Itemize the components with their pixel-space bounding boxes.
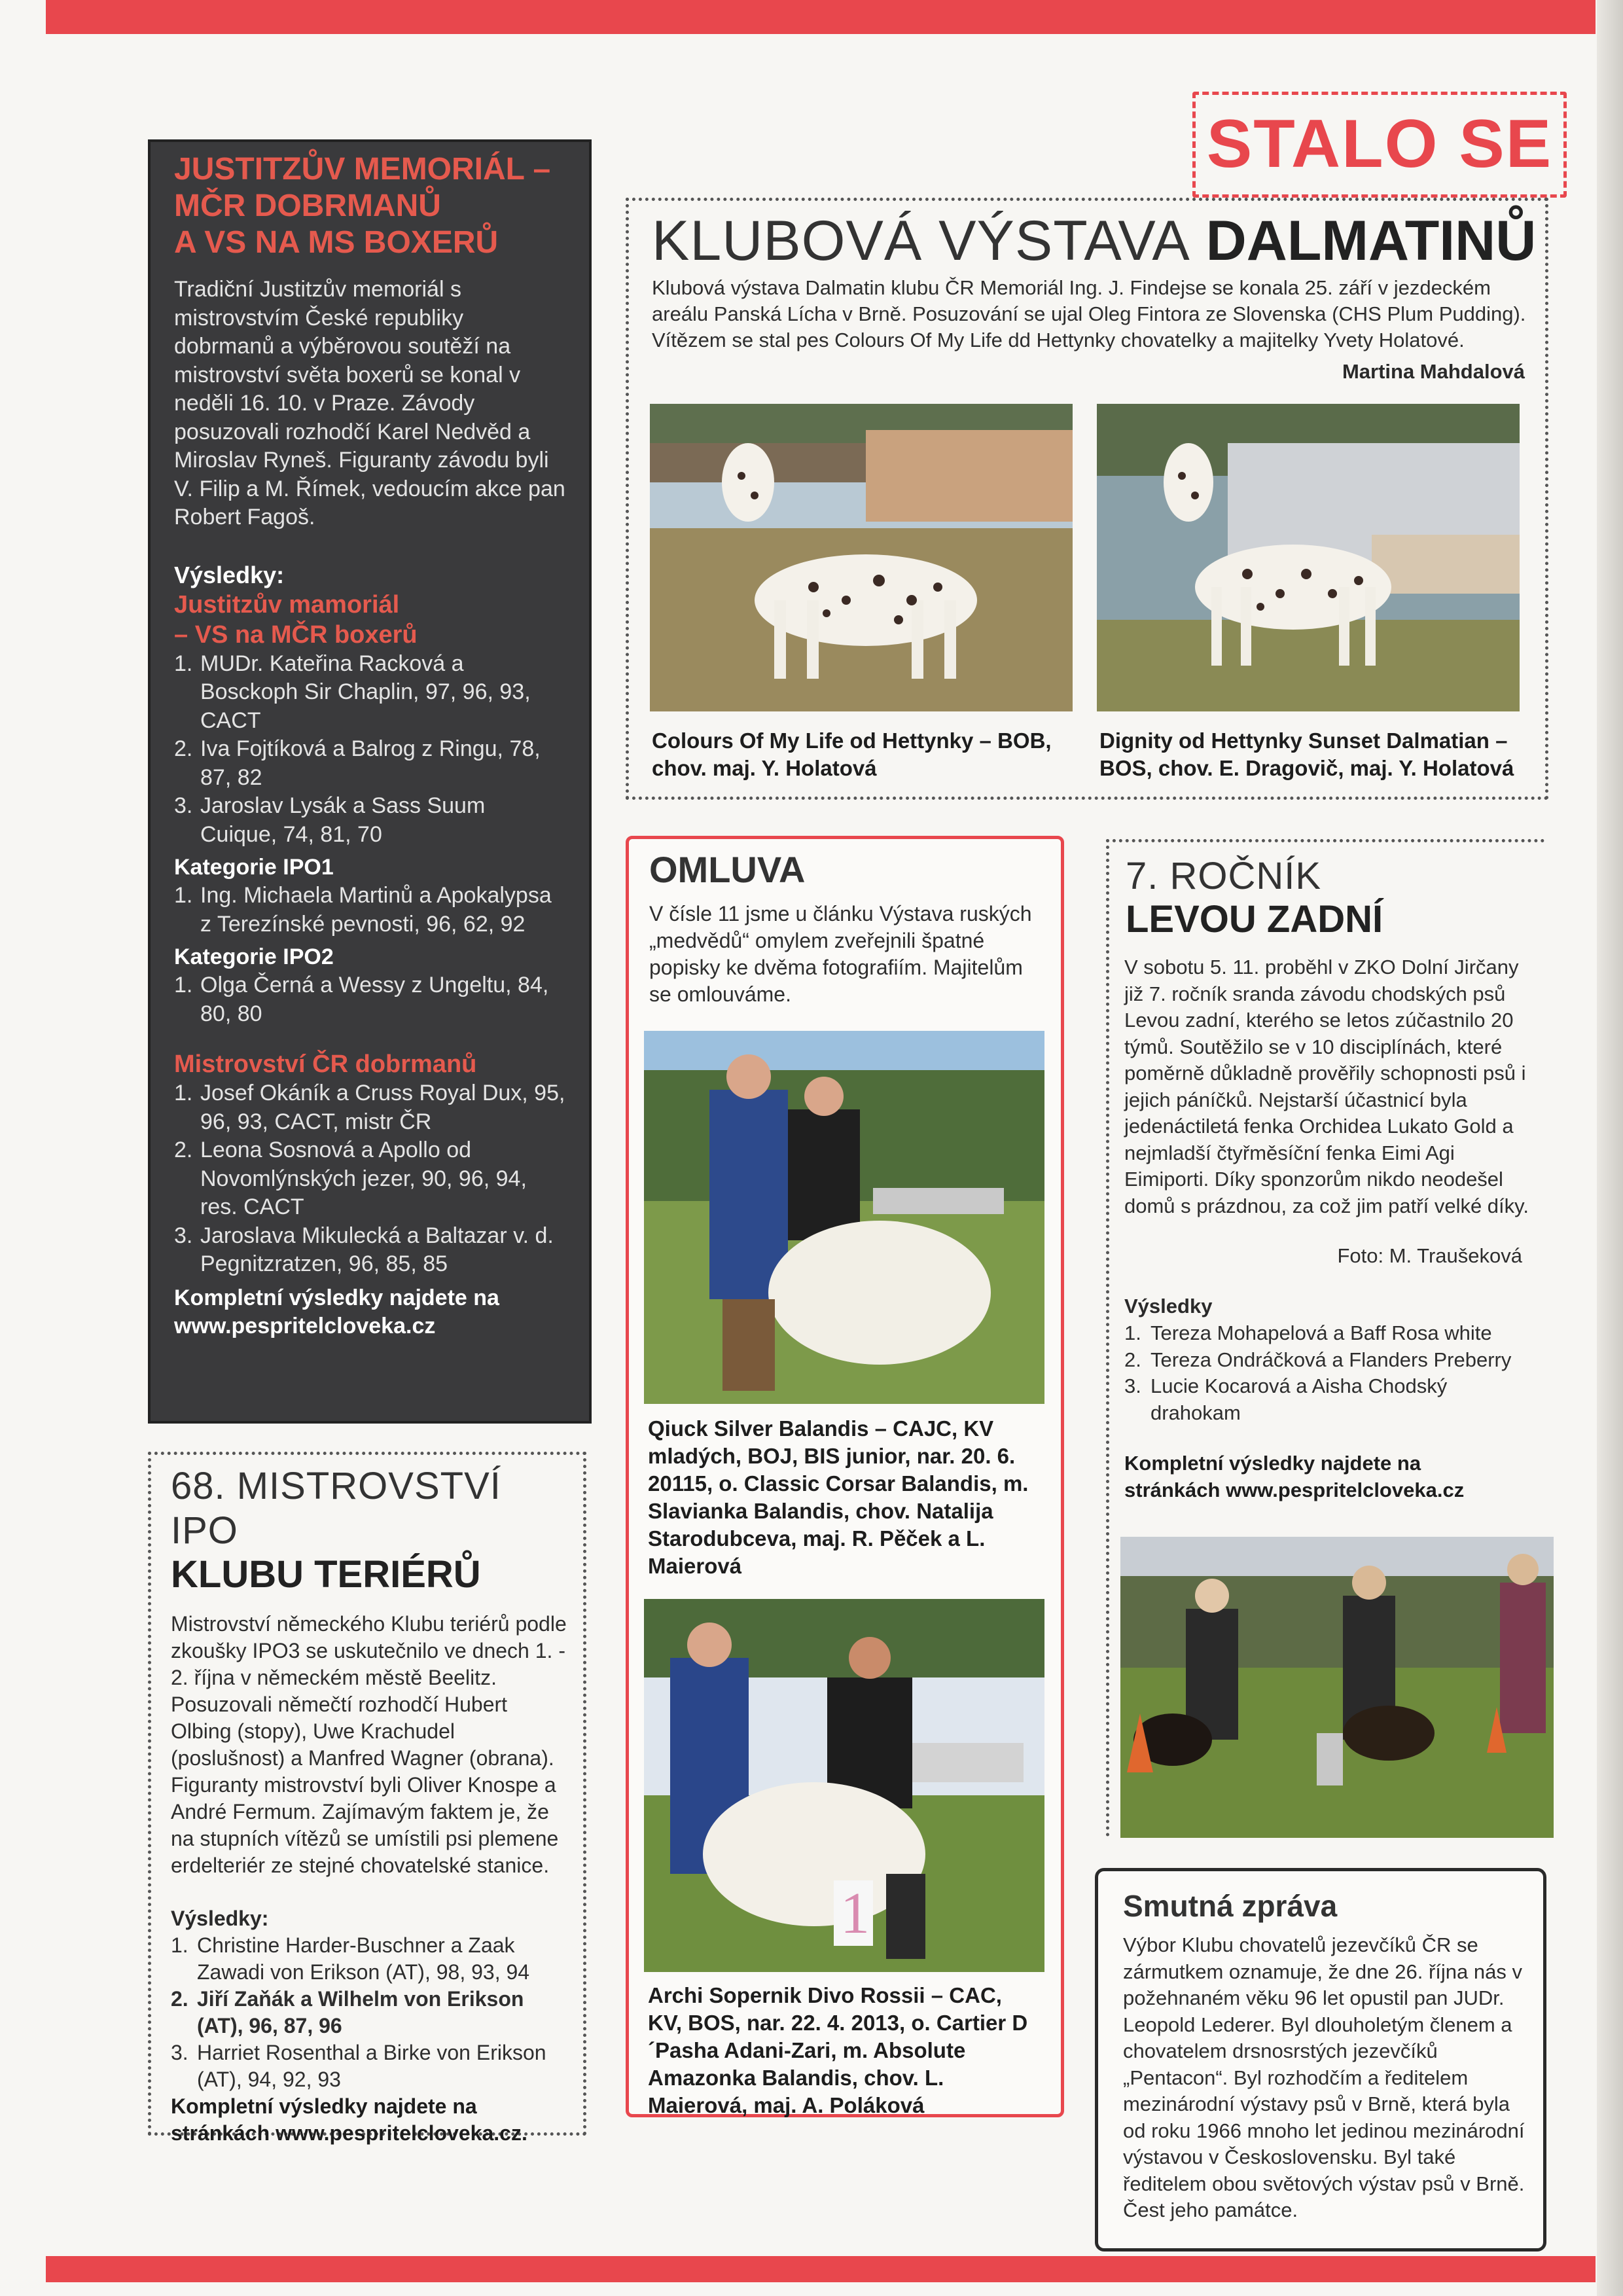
list-item xyxy=(174,1222,565,1279)
item-text: Tereza Ondráčková a Flanders Preberry xyxy=(1150,1348,1512,1371)
dalmatin-photo-2-caption: Dignity od Hettynky Sunset Dalmatian – BOS, chov. E. Dragovič, maj. Y. Holatová xyxy=(1099,728,1514,780)
rocnik-title-light: 7. ROČNÍK xyxy=(1126,855,1322,897)
section-label: STALO SE xyxy=(1206,106,1553,182)
item-number: 1. xyxy=(174,1081,193,1105)
dalmatin-title-light: KLUBOVÁ VÝSTAVA xyxy=(652,209,1190,272)
omluva-text: V čísle 11 jsme u článku Výstava ruských „medvědů“ omylem zveřejnili špatné popisky ke dvěma fotografiím. Majitelům se omlouváme. xyxy=(649,902,1032,1006)
item-text: Jaroslav Lysák a Sass Suum Cuique, 74, 81, 70 xyxy=(200,793,486,847)
item-number: 1. xyxy=(174,883,193,908)
item-text: Olga Černá a Wessy z Ungeltu, 84, 80, 80 xyxy=(200,973,549,1026)
rocnik-results-heading: Výsledky xyxy=(1124,1295,1213,1318)
item-text: MUDr. Kateřina Racková a Bosckoph Sir Chaplin, 97, 96, 93, CACT xyxy=(200,651,531,733)
rocnik-footer: Kompletní výsledky najdete na stránkách www.pespritelcloveka.cz xyxy=(1124,1452,1465,1501)
item-number: 3. xyxy=(174,1223,193,1248)
item-number: 2. xyxy=(1124,1348,1141,1371)
list-item xyxy=(174,735,565,792)
memorial-footer: Kompletní výsledky najdete na www.pespritelcloveka.cz xyxy=(174,1285,499,1338)
memorial-title xyxy=(174,151,565,261)
ipo-title-bold: KLUBU TERIÉRŮ xyxy=(171,1553,481,1596)
ipo-footer: Kompletní výsledky najdete na stránkách www.pespritelcloveka.cz. xyxy=(171,2094,527,2145)
omluva-caption-2: Archi Sopernik Divo Rossii – CAC, KV, BOS, nar. 22. 4. 2013, o. Cartier D´Pasha Adani-Zari, m. Absolute Amazonka Balandis, chov. L. Maierová, maj. A. Poláková xyxy=(648,1983,1028,2117)
list-item xyxy=(171,1986,569,2039)
list-item xyxy=(174,1079,565,1136)
omluva-photo-2 xyxy=(644,1599,1044,1972)
item-number: 3. xyxy=(171,2041,188,2064)
memorial-cat1-heading: Kategorie IPO1 xyxy=(174,855,334,880)
rocnik-title-bold: LEVOU ZADNÍ xyxy=(1126,898,1383,941)
memorial-sub2: Mistrovství ČR dobrmanů xyxy=(174,1050,477,1078)
page-edge-shadow xyxy=(1597,0,1623,2296)
item-text: Harriet Rosenthal a Birke von Erikson (AT), 94, 92, 93 xyxy=(197,2041,546,2091)
ipo-box xyxy=(148,1452,586,2145)
item-text: Josef Okáník a Cruss Royal Dux, 95, 96, 93, CACT, mistr ČR xyxy=(200,1081,565,1134)
smutna-text: Výbor Klubu chovatelů jezevčíků ČR se zármutkem oznamuje, že dne 26. října nás v požehnaném věku 96 let opustil pan JUDr. Leopold Lederer. Byl dlouholetým členem a chovatelem drsnosrstých jezevčíků „Pentacon“. Byl rozhodčím a ředitelem mezinárodní výstavy psů v Brně, která byla od roku 1966 mnoho let jedinou mezinárodní výstavou v Československu. Byl také ředitelem obou světových výstav psů v Brně. Čest jeho památce. xyxy=(1123,1933,1525,2221)
dalmatin-intro: Klubová výstava Dalmatin klubu ČR Memoriál Ing. J. Findejse se konala 25. září v jezdeckém areálu Panská Lícha v Brně. Posuzování se ujal Oleg Fintora ze Slovenska (CHS Plum Pudding). Vítězem se stal pes Colours Of My Life dd Hettynky chovatelky a majitelky Yvety Holatové. xyxy=(652,276,1526,351)
rocnik-photo xyxy=(1120,1537,1554,1838)
item-number: 1. xyxy=(171,1933,188,1957)
ipo-title-light: 68. MISTROVSTVÍ IPO xyxy=(171,1465,501,1552)
rocnik-photo-credit: Foto: M. Traušeková xyxy=(1337,1244,1522,1267)
item-number: 2. xyxy=(174,736,193,761)
memorial-list4 xyxy=(174,1079,565,1279)
item-text: Jaroslava Mikulecká a Baltazar v. d. Pegnitzratzen, 96, 85, 85 xyxy=(200,1223,554,1276)
ipo-intro: Mistrovství německého Klubu teriérů podle zkoušky IPO3 se uskutečnilo ve dnech 1. - 2. října v německém městě Beelitz. Posuzovali němečtí rozhodčí Hubert Olbing (stopy), Uwe Krachudel (poslušnost) a Manfred Wagner (obrana). Figuranty mistrovství byli Oliver Knospe a André Fermum. Zajímavým faktem je, že na stupních vítězů se umístili psi plemene erdelteriér ze stejné chovatelské stanice. xyxy=(171,1612,567,1877)
omluva-caption-1: Qiuck Silver Balandis – CAJC, KV mladých, BOJ, BIS junior, nar. 20. 6. 20115, o. Classic Corsar Balandis, m. Slavianka Balandis, chov. Natalija Starodubceva, maj. R. Pěček a L. Maierová xyxy=(648,1416,1029,1578)
dalmatin-photo-1 xyxy=(650,404,1073,711)
memorial-box xyxy=(148,139,592,1424)
memorial-list1 xyxy=(174,650,565,850)
memorial-results-heading: Výsledky: xyxy=(174,561,285,588)
list-item xyxy=(171,2039,569,2093)
list-item xyxy=(174,1136,565,1222)
dalmatin-photo-2 xyxy=(1097,404,1520,711)
list-item xyxy=(174,882,565,939)
item-text: Tereza Mohapelová a Baff Rosa white xyxy=(1150,1321,1492,1344)
memorial-list2 xyxy=(174,882,565,939)
item-text: Lucie Kocarová a Aisha Chodský drahokam xyxy=(1150,1374,1448,1424)
item-number: 1. xyxy=(174,973,193,997)
svg-text:1: 1 xyxy=(840,1881,870,1946)
memorial-sub1-line: Justitzův mamoriál xyxy=(174,590,400,619)
item-text: Ing. Michaela Martinů a Apokalypsa z Terezínské pevnosti, 96, 62, 92 xyxy=(200,883,552,937)
top-red-bar xyxy=(46,0,1596,34)
smutna-title: Smutná zpráva xyxy=(1123,1889,1338,1923)
memorial-title-line: MČR DOBRMANŮ xyxy=(174,188,441,223)
list-item xyxy=(171,1932,569,1986)
rocnik-text: V sobotu 5. 11. proběhl v ZKO Dolní Jirčany již 7. ročník sranda závodu chodských psů Levou zadní, kterého se letos zúčastnilo 20 týmů. Soutěžilo se v 10 disciplínách, které poměrně důkladně prověřily schopnosti psů i jejich páníčků. Nejstarší účastnicí byla jedenáctiletá fenka Orchidea Lukato Gold a nejmladší čtyřměsíční fenka Eimi Agi Eimiporti. Díky sponzorům nikdo neodešel domů s prázdnou, za což jim patří velké díky. xyxy=(1124,956,1529,1217)
dalmatin-photo-1-caption: Colours Of My Life od Hettynky – BOB, chov. maj. Y. Holatová xyxy=(652,728,1052,780)
dalmatin-title-bold: DALMATINŮ xyxy=(1205,209,1537,272)
list-item xyxy=(174,650,565,736)
item-text: Jiří Zaňák a Wilhelm von Erikson (AT), 96, 87, 96 xyxy=(197,1987,524,2037)
item-text: Christine Harder-Buschner a Zaak Zawadi von Erikson (AT), 98, 93, 94 xyxy=(197,1933,530,1984)
list-item xyxy=(174,792,565,849)
memorial-sub1-line: – VS na MČR boxerů xyxy=(174,620,418,649)
ipo-results-heading: Výsledky: xyxy=(171,1907,269,1930)
bottom-red-bar xyxy=(46,2256,1596,2282)
item-number: 1. xyxy=(1124,1321,1141,1344)
list-item xyxy=(174,971,565,1028)
memorial-sub1 xyxy=(174,590,565,650)
item-number: 2. xyxy=(174,1138,193,1162)
item-text: Iva Fojtíková a Balrog z Ringu, 78, 87, 82 xyxy=(200,736,541,790)
dalmatin-title xyxy=(652,208,1542,274)
item-number: 2. xyxy=(171,1987,188,2011)
rocnik-results xyxy=(1124,1320,1517,1426)
ipo-results xyxy=(171,1932,569,2093)
omluva-title: OMLUVA xyxy=(649,849,806,890)
item-number: 3. xyxy=(174,793,193,818)
memorial-cat2-heading: Kategorie IPO2 xyxy=(174,944,334,969)
list-item xyxy=(1124,1347,1517,1374)
list-item xyxy=(1124,1320,1517,1347)
memorial-title-line: JUSTITZŮV MEMORIÁL – xyxy=(174,152,551,187)
dalmatin-author: Martina Mahdalová xyxy=(1342,360,1525,383)
item-number: 1. xyxy=(174,651,193,676)
omluva-photo-1 xyxy=(644,1031,1044,1404)
list-item xyxy=(1124,1373,1517,1426)
item-number: 3. xyxy=(1124,1374,1141,1397)
memorial-title-line: A VS NA MS BOXERŮ xyxy=(174,225,499,260)
item-text: Leona Sosnová a Apollo od Novomlýnských jezer, 90, 96, 94, res. CACT xyxy=(200,1138,527,1219)
memorial-intro: Tradiční Justitzův memoriál s mistrovstvím České republiky dobrmanů a výběrovou soutěží na mistrovství světa boxerů se konal v neděli 16. 10. v Praze. Závody posuzovali rozhodčí Karel Nedvěd a Miroslav Ryneš. Figuranty závodu byli V. Filip a M. Římek, vedoucím akce pan Robert Fagoš. xyxy=(174,277,565,529)
memorial-list3 xyxy=(174,971,565,1028)
